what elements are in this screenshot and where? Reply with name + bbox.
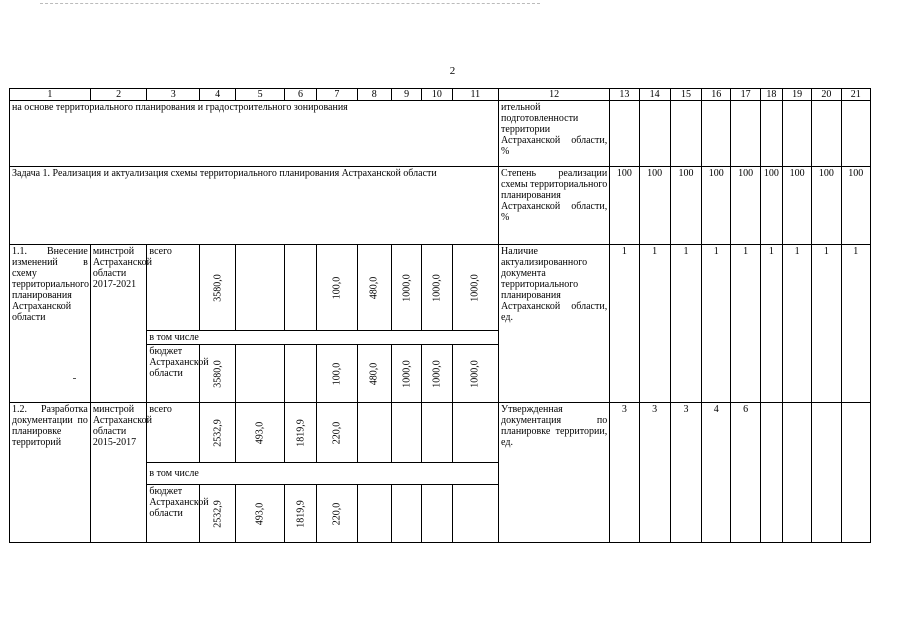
task-1-value: 100 bbox=[610, 167, 639, 245]
finance-value-cell bbox=[317, 345, 357, 403]
finance-value: 480,0 bbox=[368, 362, 380, 385]
finance-value: 1000,0 bbox=[401, 273, 413, 302]
task-1-indicator: Степень реализации схемы территориального планирования Астраханской области, % bbox=[499, 167, 610, 245]
finance-value: 1819,9 bbox=[295, 418, 306, 447]
finance-value-cell bbox=[199, 345, 235, 403]
measure-1-1-indicator: Наличие актуализированного документа территориального планирования Астраханской области, ед. bbox=[499, 245, 610, 403]
task-1-value: 100 bbox=[812, 167, 841, 245]
finance-value: 3580,0 bbox=[212, 273, 224, 302]
measure-1-2-executor: минстрой Астраханской области 2015-2017 bbox=[90, 403, 147, 543]
finance-value-cell bbox=[422, 245, 452, 331]
finance-value: 1000,0 bbox=[401, 359, 413, 388]
col-header: 21 bbox=[841, 89, 870, 101]
finance-value: 493,0 bbox=[254, 421, 266, 444]
empty-cell bbox=[812, 101, 841, 167]
task-1-value: 100 bbox=[731, 167, 760, 245]
page-number: 2 bbox=[449, 65, 456, 77]
header-row bbox=[10, 89, 871, 101]
indicator-value: 1 bbox=[782, 245, 811, 403]
task-1-value: 100 bbox=[670, 167, 701, 245]
col-header: 12 bbox=[499, 89, 610, 101]
indicator-value: 1 bbox=[610, 245, 639, 403]
finance-value-cell bbox=[452, 485, 498, 543]
finance-value-cell bbox=[236, 403, 285, 463]
indicator-value bbox=[812, 403, 841, 543]
scan-mark bbox=[73, 378, 76, 379]
finance-value-cell bbox=[422, 403, 452, 463]
measure-1-2-name: 1.2. Разработка документации по планировке территорий bbox=[10, 403, 91, 543]
including-label: в том числе bbox=[147, 463, 499, 485]
indicator-value: 1 bbox=[731, 245, 760, 403]
col-header: 4 bbox=[199, 89, 235, 101]
finance-value: 1000,0 bbox=[431, 359, 443, 388]
finance-value: 493,0 bbox=[254, 502, 266, 525]
total-label: всего bbox=[147, 245, 200, 331]
finance-value-cell bbox=[452, 345, 498, 403]
finance-value-cell bbox=[284, 403, 316, 463]
intro-row bbox=[10, 101, 871, 167]
finance-value-cell bbox=[317, 485, 357, 543]
finance-value-cell bbox=[199, 485, 235, 543]
finance-value-cell bbox=[391, 245, 421, 331]
finance-value-cell bbox=[199, 245, 235, 331]
finance-value-cell bbox=[236, 345, 285, 403]
indicator-value: 1 bbox=[812, 245, 841, 403]
task-1-value: 100 bbox=[639, 167, 670, 245]
indicator-value bbox=[782, 403, 811, 543]
indicator-value: 3 bbox=[610, 403, 639, 543]
finance-value: 1000,0 bbox=[469, 273, 481, 302]
finance-value-cell bbox=[199, 403, 235, 463]
indicator-value: 1 bbox=[639, 245, 670, 403]
indicator-value: 6 bbox=[731, 403, 760, 543]
budget-label: бюджет Астраханской области bbox=[147, 345, 200, 403]
col-header: 11 bbox=[452, 89, 498, 101]
finance-value-cell bbox=[422, 345, 452, 403]
empty-cell bbox=[731, 101, 760, 167]
finance-value-cell bbox=[357, 245, 391, 331]
task-1-value: 100 bbox=[702, 167, 731, 245]
finance-value-cell bbox=[236, 245, 285, 331]
col-header: 9 bbox=[391, 89, 421, 101]
finance-value-cell bbox=[357, 403, 391, 463]
col-header: 15 bbox=[670, 89, 701, 101]
indicator-value: 3 bbox=[639, 403, 670, 543]
finance-value-cell bbox=[357, 485, 391, 543]
finance-value: 100,0 bbox=[331, 362, 343, 385]
col-header: 17 bbox=[731, 89, 760, 101]
finance-value-cell bbox=[317, 403, 357, 463]
finance-value: 480,0 bbox=[368, 276, 380, 299]
measure-1-2-indicator: Утвержденная документация по планировке территории, ед. bbox=[499, 403, 610, 543]
program-table bbox=[9, 88, 871, 543]
col-header: 1 bbox=[10, 89, 91, 101]
col-header: 20 bbox=[812, 89, 841, 101]
including-label: в том числе bbox=[147, 331, 499, 345]
finance-value-cell bbox=[317, 245, 357, 331]
finance-value-cell bbox=[452, 245, 498, 331]
empty-cell bbox=[782, 101, 811, 167]
total-label: всего bbox=[147, 403, 200, 463]
finance-value-cell bbox=[452, 403, 498, 463]
task-1-row bbox=[10, 167, 871, 245]
task-1-text: Задача 1. Реализация и актуализация схемы территориального планирования Астраханской области bbox=[10, 167, 499, 245]
finance-value: 1819,9 bbox=[295, 499, 306, 528]
task-1-value: 100 bbox=[782, 167, 811, 245]
finance-value-cell bbox=[422, 485, 452, 543]
intro-text: на основе территориального планирования и градостроительного зонирования bbox=[10, 101, 499, 167]
task-1-value: 100 bbox=[760, 167, 782, 245]
indicator-value: 1 bbox=[670, 245, 701, 403]
indicator-value: 4 bbox=[702, 403, 731, 543]
finance-value-cell bbox=[284, 245, 316, 331]
finance-value: 2532,9 bbox=[212, 499, 224, 528]
finance-value: 220,0 bbox=[331, 421, 343, 444]
row-1-2-total bbox=[10, 403, 871, 463]
col-header: 14 bbox=[639, 89, 670, 101]
measure-1-1-executor: минстрой Астраханской области 2017-2021 bbox=[90, 245, 147, 403]
empty-cell bbox=[760, 101, 782, 167]
finance-value: 3580,0 bbox=[212, 359, 224, 388]
col-header: 19 bbox=[782, 89, 811, 101]
col-header: 10 bbox=[422, 89, 452, 101]
empty-cell bbox=[670, 101, 701, 167]
col-header: 2 bbox=[90, 89, 147, 101]
finance-value-cell bbox=[284, 485, 316, 543]
empty-cell bbox=[639, 101, 670, 167]
empty-cell bbox=[841, 101, 870, 167]
empty-cell bbox=[702, 101, 731, 167]
indicator-value: 1 bbox=[702, 245, 731, 403]
indicator-value: 1 bbox=[841, 245, 870, 403]
finance-value-cell bbox=[391, 485, 421, 543]
intro-indicator: ительной подготовленности территории Астраханской области, % bbox=[499, 101, 610, 167]
finance-value-cell bbox=[391, 345, 421, 403]
col-header: 13 bbox=[610, 89, 639, 101]
col-header: 3 bbox=[147, 89, 200, 101]
task-1-value: 100 bbox=[841, 167, 870, 245]
col-header: 7 bbox=[317, 89, 357, 101]
indicator-value bbox=[841, 403, 870, 543]
finance-value-cell bbox=[236, 485, 285, 543]
finance-value-cell bbox=[391, 403, 421, 463]
scan-artifact-line bbox=[40, 3, 540, 5]
col-header: 18 bbox=[760, 89, 782, 101]
indicator-value: 1 bbox=[760, 245, 782, 403]
finance-value: 220,0 bbox=[331, 502, 343, 525]
finance-value: 1000,0 bbox=[469, 359, 481, 388]
col-header: 8 bbox=[357, 89, 391, 101]
col-header: 6 bbox=[284, 89, 316, 101]
empty-cell bbox=[610, 101, 639, 167]
col-header: 5 bbox=[236, 89, 285, 101]
row-1-1-total bbox=[10, 245, 871, 331]
finance-value-cell bbox=[284, 345, 316, 403]
budget-label: бюджет Астраханской области bbox=[147, 485, 200, 543]
indicator-value bbox=[760, 403, 782, 543]
finance-value: 2532,9 bbox=[212, 418, 224, 447]
measure-1-1-name: 1.1. Внесение изменений в схему территориального планирования Астраханской области bbox=[10, 245, 91, 403]
finance-value: 100,0 bbox=[331, 276, 343, 299]
indicator-value: 3 bbox=[670, 403, 701, 543]
finance-value: 1000,0 bbox=[431, 273, 443, 302]
finance-value-cell bbox=[357, 345, 391, 403]
col-header: 16 bbox=[702, 89, 731, 101]
